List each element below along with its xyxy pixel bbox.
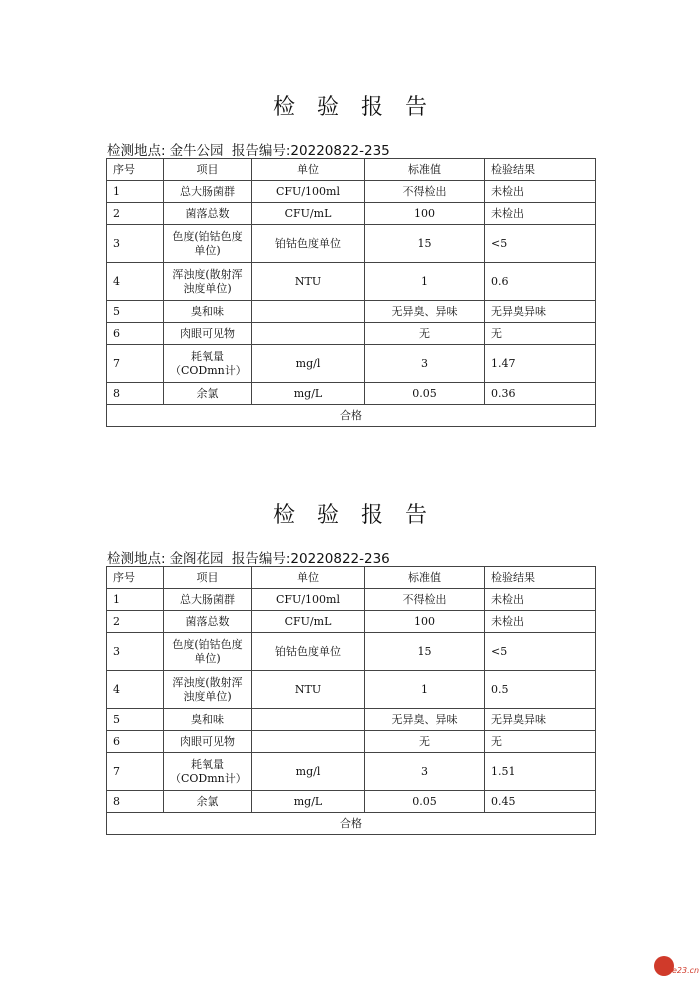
table-cell: 菌落总数 [164, 203, 252, 225]
table-row [107, 671, 596, 709]
number-value: 20220822-235 [290, 143, 390, 159]
header-cell: 单位 [252, 159, 365, 181]
table-cell: 色度(铂钴色度单位) [164, 225, 252, 263]
table-cell: 1.51 [485, 753, 596, 791]
table-cell: 无 [365, 731, 485, 753]
table-cell: 5 [107, 301, 164, 323]
table-cell: 100 [365, 611, 485, 633]
table-row [107, 633, 596, 671]
table-cell: 15 [365, 633, 485, 671]
location-value: 金牛公园 [169, 143, 224, 159]
table-row [107, 181, 596, 203]
report-meta [107, 139, 394, 159]
table-cell: NTU [252, 263, 365, 301]
table-cell: 0.6 [485, 263, 596, 301]
table-cell: 1 [107, 181, 164, 203]
location-label: 检测地点: [107, 551, 166, 567]
header-cell: 项目 [164, 159, 252, 181]
table-cell [252, 731, 365, 753]
table-cell: 臭和味 [164, 709, 252, 731]
table-cell: 7 [107, 345, 164, 383]
table-row [107, 345, 596, 383]
conclusion-row [107, 813, 596, 835]
table-cell: 0.05 [365, 383, 485, 405]
table-cell: 未检出 [485, 181, 596, 203]
table-cell: <5 [485, 225, 596, 263]
header-cell: 检验结果 [485, 159, 596, 181]
header-cell: 标准值 [365, 567, 485, 589]
table-cell: 0.05 [365, 791, 485, 813]
table-row [107, 225, 596, 263]
table-header-row [107, 567, 596, 589]
table-cell: 菌落总数 [164, 611, 252, 633]
table-row [107, 301, 596, 323]
table-cell: 0.36 [485, 383, 596, 405]
table-cell: 肉眼可见物 [164, 731, 252, 753]
table-row [107, 791, 596, 813]
table-cell: CFU/100ml [252, 589, 365, 611]
report-title: 检验报告 [272, 503, 449, 528]
table-row [107, 611, 596, 633]
number-label: 报告编号: [231, 143, 291, 159]
table-cell: mg/L [252, 791, 365, 813]
results-table [106, 158, 596, 427]
seal-icon [654, 956, 674, 976]
table-cell: 无异臭异味 [485, 709, 596, 731]
table-cell: 余氯 [164, 383, 252, 405]
table-cell: <5 [485, 633, 596, 671]
number-value: 20220822-236 [290, 551, 390, 567]
table-cell: 肉眼可见物 [164, 323, 252, 345]
table-cell: 不得检出 [365, 589, 485, 611]
table-cell: mg/l [252, 345, 365, 383]
table-cell: 0.45 [485, 791, 596, 813]
header-cell: 检验结果 [485, 567, 596, 589]
table-row [107, 731, 596, 753]
report-meta [107, 547, 394, 567]
table-row [107, 323, 596, 345]
table-cell: 8 [107, 383, 164, 405]
table-cell: 7 [107, 753, 164, 791]
table-cell: 无 [485, 731, 596, 753]
conclusion-cell: 合格 [107, 405, 596, 427]
table-row [107, 709, 596, 731]
table-cell: 2 [107, 611, 164, 633]
table-cell: 3 [107, 225, 164, 263]
watermark-text: e23.cn [672, 966, 700, 975]
report-title: 检验报告 [272, 95, 449, 120]
number-label: 报告编号: [231, 551, 291, 567]
table-row [107, 383, 596, 405]
table-cell: 100 [365, 203, 485, 225]
location-value: 金阁花园 [169, 551, 224, 567]
table-cell: 8 [107, 791, 164, 813]
table-cell: 3 [365, 753, 485, 791]
table-cell: 未检出 [485, 203, 596, 225]
table-cell: 铂钴色度单位 [252, 633, 365, 671]
table-cell: CFU/100ml [252, 181, 365, 203]
table-cell: 总大肠菌群 [164, 589, 252, 611]
table-cell: mg/L [252, 383, 365, 405]
table-cell: 1 [365, 671, 485, 709]
table-cell: 1 [107, 589, 164, 611]
header-cell: 序号 [107, 567, 164, 589]
table-cell: 1 [365, 263, 485, 301]
table-cell: 无 [365, 323, 485, 345]
table-cell: 浑浊度(散射浑浊度单位) [164, 263, 252, 301]
table-cell: 余氯 [164, 791, 252, 813]
table-cell: 不得检出 [365, 181, 485, 203]
table-cell: 6 [107, 731, 164, 753]
table-cell: 总大肠菌群 [164, 181, 252, 203]
table-cell: mg/l [252, 753, 365, 791]
table-cell: 0.5 [485, 671, 596, 709]
table-cell [252, 323, 365, 345]
table-cell [252, 301, 365, 323]
table-cell: 4 [107, 671, 164, 709]
table-cell: 15 [365, 225, 485, 263]
header-cell: 标准值 [365, 159, 485, 181]
table-cell: 无异臭异味 [485, 301, 596, 323]
table-cell: 无 [485, 323, 596, 345]
table-cell: 2 [107, 203, 164, 225]
table-cell: 4 [107, 263, 164, 301]
table-row [107, 589, 596, 611]
table-cell: 未检出 [485, 611, 596, 633]
header-cell: 单位 [252, 567, 365, 589]
location-label: 检测地点: [107, 143, 166, 159]
table-cell: 3 [365, 345, 485, 383]
table-cell: 3 [107, 633, 164, 671]
table-cell: 5 [107, 709, 164, 731]
table-cell [252, 709, 365, 731]
table-row [107, 753, 596, 791]
table-cell: 耗氧量（CODmn计） [164, 345, 252, 383]
results-table [106, 566, 596, 835]
table-row [107, 203, 596, 225]
table-cell: CFU/mL [252, 203, 365, 225]
conclusion-cell: 合格 [107, 813, 596, 835]
table-row [107, 263, 596, 301]
header-cell: 项目 [164, 567, 252, 589]
table-cell: 色度(铂钴色度单位) [164, 633, 252, 671]
table-cell: 铂钴色度单位 [252, 225, 365, 263]
table-cell: 1.47 [485, 345, 596, 383]
table-cell: 无异臭、异味 [365, 709, 485, 731]
table-cell: 无异臭、异味 [365, 301, 485, 323]
watermark-logo [654, 954, 700, 980]
table-cell: 耗氧量（CODmn计） [164, 753, 252, 791]
table-cell: 6 [107, 323, 164, 345]
table-cell: 浑浊度(散射浑浊度单位) [164, 671, 252, 709]
header-cell: 序号 [107, 159, 164, 181]
table-cell: NTU [252, 671, 365, 709]
table-cell: 未检出 [485, 589, 596, 611]
table-header-row [107, 159, 596, 181]
table-cell: 臭和味 [164, 301, 252, 323]
table-cell: CFU/mL [252, 611, 365, 633]
conclusion-row [107, 405, 596, 427]
